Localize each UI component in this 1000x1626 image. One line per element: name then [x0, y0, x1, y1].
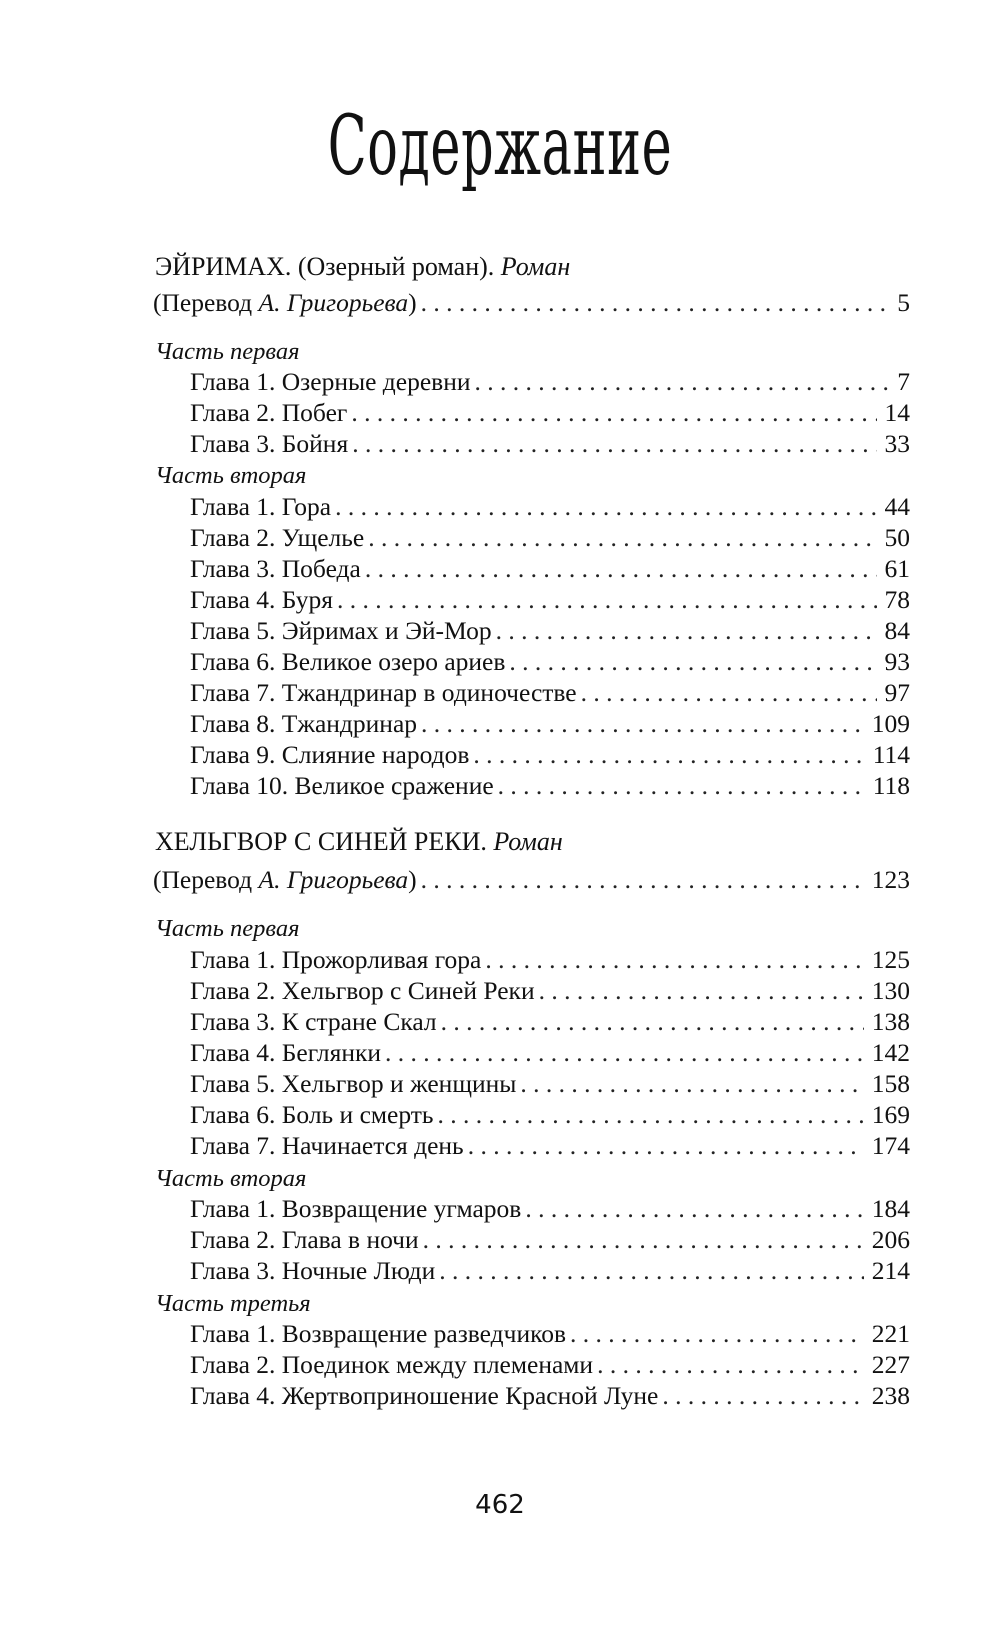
- chapter-title: Глава 3. К стране Скал: [190, 1007, 437, 1036]
- chapter-title: Глава 6. Боль и смерть: [190, 1100, 434, 1129]
- page-ref: 50: [884, 523, 910, 552]
- page-ref: 214: [871, 1256, 910, 1285]
- dot-leader: [473, 739, 864, 771]
- toc-entry[interactable]: [190, 1224, 910, 1256]
- translator-entry[interactable]: [153, 864, 910, 896]
- part-label: Часть третья: [155, 1290, 311, 1317]
- part-label: Часть вторая: [155, 462, 307, 489]
- dot-leader: [421, 287, 890, 319]
- toc-entry[interactable]: [190, 944, 910, 976]
- part-label: Часть первая: [155, 915, 300, 942]
- dot-leader: [421, 708, 864, 740]
- dot-leader: [438, 1099, 864, 1131]
- page-ref: 142: [871, 1038, 910, 1067]
- dot-leader: [337, 584, 876, 616]
- toc-entry[interactable]: [190, 584, 910, 616]
- work-title: [155, 827, 563, 857]
- chapter-title: Глава 8. Тжандринар: [190, 709, 418, 738]
- page-ref: 97: [884, 678, 910, 707]
- toc-entry[interactable]: [190, 677, 910, 709]
- toc-entry[interactable]: [190, 708, 910, 740]
- toc-entry[interactable]: [190, 366, 910, 398]
- toc-entry[interactable]: [190, 646, 910, 678]
- page-number: 462: [475, 1490, 525, 1520]
- dot-leader: [475, 366, 890, 398]
- chapter-title: Глава 2. Побег: [190, 398, 348, 427]
- chapter-title: Глава 3. Ночные Люди: [190, 1256, 436, 1285]
- page-ref: 138: [871, 1007, 910, 1036]
- toc-entry[interactable]: [190, 1255, 910, 1287]
- chapter-title: Глава 4. Беглянки: [190, 1038, 382, 1067]
- dot-leader: [485, 944, 863, 976]
- chapter-title: Глава 7. Тжандринар в одиночестве: [190, 678, 577, 707]
- toc-entry[interactable]: [190, 491, 910, 523]
- page-ref: 158: [871, 1069, 910, 1098]
- page-ref: 169: [871, 1100, 910, 1129]
- toc-entry[interactable]: [190, 397, 910, 429]
- dot-leader: [468, 1130, 864, 1162]
- page-ref: 44: [884, 492, 910, 521]
- page-ref: 33: [884, 429, 910, 458]
- chapter-title: Глава 4. Жертвоприношение Красной Луне: [190, 1381, 659, 1410]
- toc-entry[interactable]: [190, 1099, 910, 1131]
- dot-leader: [498, 770, 865, 802]
- page-ref: 184: [871, 1194, 910, 1223]
- chapter-title: Глава 1. Озерные деревни: [190, 367, 471, 396]
- toc-entry[interactable]: [190, 1006, 910, 1038]
- translator-label: (Перевод А. Григорьева): [153, 865, 417, 894]
- page-ref: 238: [871, 1381, 910, 1410]
- work-title-text: ХЕЛЬГВОР С СИНЕЙ РЕКИ.: [155, 827, 487, 856]
- toc-entry[interactable]: [190, 553, 910, 585]
- chapter-title: Глава 4. Буря: [190, 585, 334, 614]
- page-ref: 125: [871, 945, 910, 974]
- dot-leader: [421, 864, 864, 896]
- chapter-title: Глава 9. Слияние народов: [190, 740, 470, 769]
- dot-leader: [539, 975, 864, 1007]
- page-ref: 84: [884, 616, 910, 645]
- dot-leader: [597, 1349, 864, 1381]
- chapter-title: Глава 2. Ущелье: [190, 523, 365, 552]
- toc-entry[interactable]: [190, 770, 910, 802]
- work-title: [155, 252, 570, 282]
- page-ref: 227: [871, 1350, 910, 1379]
- work-title-text: ЭЙРИМАХ. (Озерный роман).: [155, 252, 495, 281]
- dot-leader: [570, 1318, 864, 1350]
- chapter-title: Глава 1. Возвращение разведчиков: [190, 1319, 566, 1348]
- dot-leader: [441, 1006, 864, 1038]
- page-ref: 61: [884, 554, 910, 583]
- dot-leader: [368, 522, 876, 554]
- toc-entry[interactable]: [190, 1130, 910, 1162]
- page-ref: 130: [871, 976, 910, 1005]
- chapter-title: Глава 1. Гора: [190, 492, 332, 521]
- page-ref: 206: [871, 1225, 910, 1254]
- chapter-title: Глава 10. Великое сражение: [190, 771, 494, 800]
- chapter-title: Глава 1. Прожорливая гора: [190, 945, 482, 974]
- toc-entry[interactable]: [190, 975, 910, 1007]
- dot-leader: [365, 553, 877, 585]
- page-ref: 78: [884, 585, 910, 614]
- chapter-title: Глава 6. Великое озеро ариев: [190, 647, 506, 676]
- toc-entry[interactable]: [190, 1068, 910, 1100]
- toc-entry[interactable]: [190, 1349, 910, 1381]
- chapter-title: Глава 5. Хельгвор и женщины: [190, 1069, 517, 1098]
- page-title: Содержание: [327, 99, 673, 194]
- page-ref: 123: [871, 865, 910, 894]
- dot-leader: [439, 1255, 864, 1287]
- translator-entry[interactable]: [153, 287, 910, 319]
- chapter-title: Глава 2. Хельгвор с Синей Реки: [190, 976, 535, 1005]
- translator-label: (Перевод А. Григорьева): [153, 288, 417, 317]
- page-ref: 174: [871, 1131, 910, 1160]
- dot-leader: [509, 646, 876, 678]
- dot-leader: [496, 615, 877, 647]
- dot-leader: [662, 1380, 863, 1412]
- dot-leader: [423, 1224, 864, 1256]
- chapter-title: Глава 3. Бойня: [190, 429, 349, 458]
- work-genre: Роман: [493, 827, 563, 856]
- page-ref: 14: [884, 398, 910, 427]
- page-ref: 5: [897, 288, 910, 317]
- page-ref: 93: [884, 647, 910, 676]
- page-ref: 114: [872, 740, 910, 769]
- dot-leader: [335, 491, 876, 523]
- chapter-title: Глава 7. Начинается день: [190, 1131, 464, 1160]
- toc-entry[interactable]: [190, 1193, 910, 1225]
- chapter-title: Глава 2. Глава в ночи: [190, 1225, 419, 1254]
- dot-leader: [525, 1193, 863, 1225]
- dot-leader: [385, 1037, 864, 1069]
- page-ref: 109: [871, 709, 910, 738]
- toc-entry[interactable]: [190, 1037, 910, 1069]
- page-ref: 118: [872, 771, 910, 800]
- chapter-title: Глава 1. Возвращение угмаров: [190, 1194, 522, 1223]
- toc-entry[interactable]: [190, 1318, 910, 1350]
- chapter-title: Глава 2. Поединок между племенами: [190, 1350, 594, 1379]
- page-ref: 7: [897, 367, 910, 396]
- dot-leader: [581, 677, 877, 709]
- toc-entry[interactable]: [190, 428, 910, 460]
- chapter-title: Глава 3. Победа: [190, 554, 361, 583]
- part-label: Часть первая: [155, 338, 300, 365]
- work-genre: Роман: [500, 252, 571, 281]
- dot-leader: [351, 397, 876, 429]
- toc-entry[interactable]: [190, 1380, 910, 1412]
- toc-entry[interactable]: [190, 615, 910, 647]
- toc-entry[interactable]: [190, 739, 910, 771]
- page-ref: 221: [871, 1319, 910, 1348]
- dot-leader: [520, 1068, 863, 1100]
- dot-leader: [352, 428, 876, 460]
- chapter-title: Глава 5. Эйримах и Эй-Мор: [190, 616, 492, 645]
- part-label: Часть вторая: [155, 1165, 307, 1192]
- toc-entry[interactable]: [190, 522, 910, 554]
